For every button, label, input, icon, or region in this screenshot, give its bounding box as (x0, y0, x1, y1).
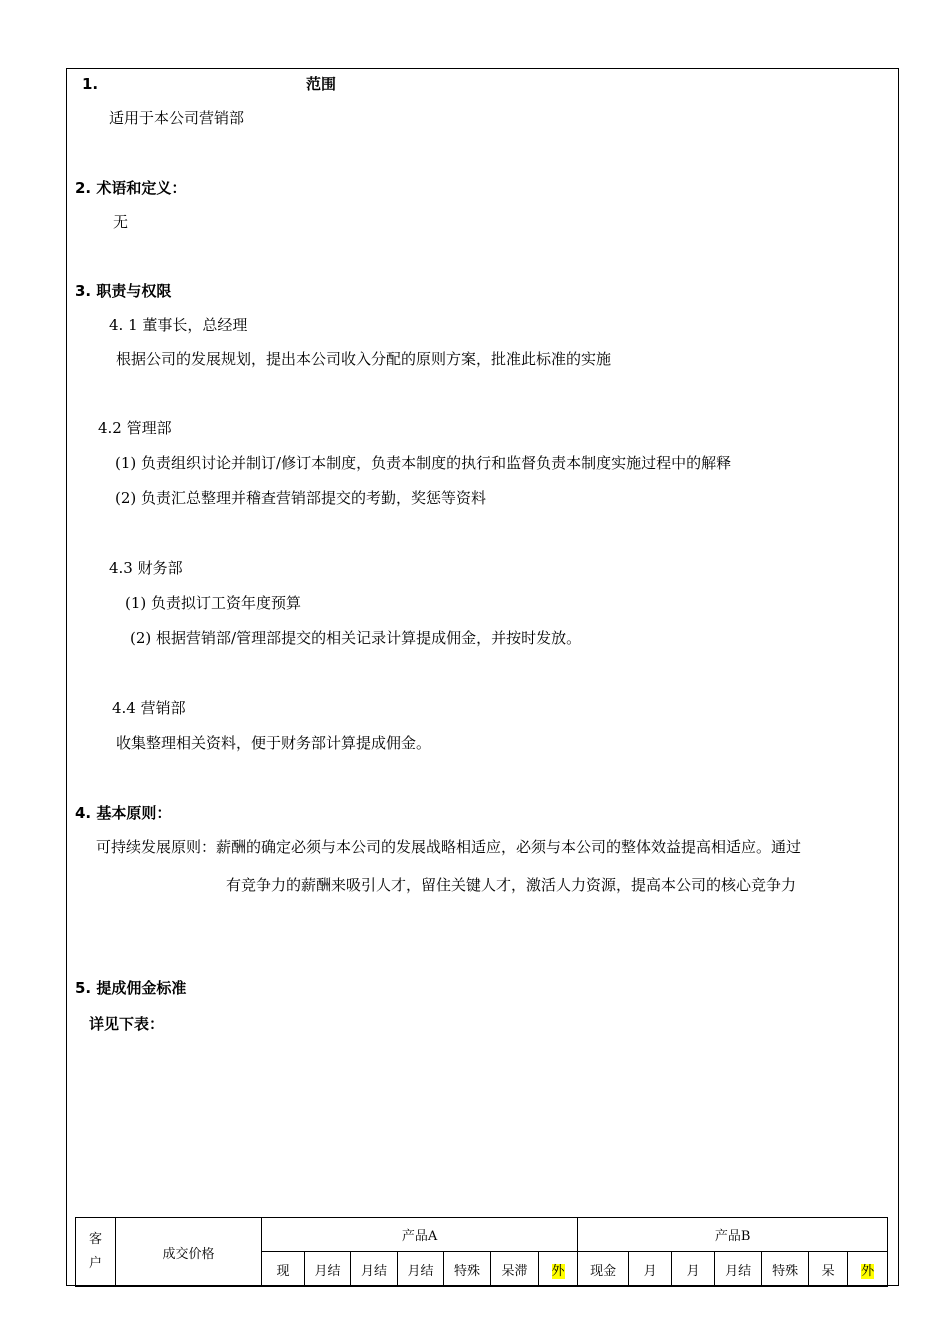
product-a-col-highlighted (539, 1252, 578, 1287)
role-4-1-body: 根据公司的发展规划，提出本公司收入分配的原则方案，批准此标准的实施 (116, 350, 612, 368)
section-3-title: 3. 职责与权限 (75, 282, 172, 300)
commission-table (75, 1217, 888, 1287)
product-b-col-highlighted (848, 1252, 888, 1287)
product-a-col: 呆滞 (491, 1252, 539, 1287)
product-b-col: 现金 (578, 1252, 629, 1287)
role-4-2-item-1: (1) 负责组织讨论并制订/修订本制度，负责本制度的执行和监督负责本制度实施过程中的解释 (115, 454, 732, 472)
section-2-body: 无 (113, 213, 129, 231)
role-4-3-item-1: (1) 负责拟订工资年度预算 (125, 594, 302, 612)
role-4-1-heading: 4. 1 董事长，总经理 (109, 316, 248, 334)
section-1-number: 1. (82, 75, 99, 93)
header-customer: 客 户 (76, 1218, 116, 1287)
section-5-body: 详见下表： (89, 1015, 165, 1033)
product-b-col: 月 (672, 1252, 715, 1287)
product-a-col: 月结 (398, 1252, 444, 1287)
product-b-col: 月结 (715, 1252, 762, 1287)
role-4-4-body: 收集整理相关资料，便于财务部计算提成佣金。 (116, 734, 432, 752)
principle-line-2: 有竞争力的薪酬来吸引人才，留住关键人才，激活人力资源，提高本公司的核心竞争力 (226, 876, 797, 894)
role-4-2-item-2: (2) 负责汇总整理并稽查营销部提交的考勤，奖惩等资料 (115, 489, 487, 507)
header-product-a: 产品A (262, 1218, 578, 1252)
header-deal-price: 成交价格 (116, 1218, 262, 1287)
product-a-col: 月结 (351, 1252, 398, 1287)
role-4-3-item-2: (2) 根据营销部/管理部提交的相关记录计算提成佣金，并按时发放。 (130, 629, 582, 647)
product-a-col: 特殊 (444, 1252, 491, 1287)
highlighted-text: 外 (551, 1263, 565, 1279)
product-b-col: 呆 (809, 1252, 848, 1287)
section-5-title: 5. 提成佣金标准 (75, 979, 187, 997)
section-4-title: 4. 基本原则： (75, 804, 172, 822)
header-product-b: 产品B (578, 1218, 888, 1252)
product-a-col: 月结 (305, 1252, 351, 1287)
role-4-2-heading: 4.2 管理部 (98, 419, 172, 437)
principle-line-1: 可持续发展原则：薪酬的确定必须与本公司的发展战略相适应，必须与本公司的整体效益提高相适应。通过 (96, 838, 802, 856)
product-a-col: 现 (262, 1252, 305, 1287)
section-1-title: 范围 (306, 75, 337, 93)
section-1-body: 适用于本公司营销部 (109, 109, 245, 127)
document-frame (66, 68, 899, 1286)
role-4-4-heading: 4.4 营销部 (112, 699, 186, 717)
highlighted-text: 外 (861, 1263, 875, 1279)
role-4-3-heading: 4.3 财务部 (109, 559, 183, 577)
product-b-col: 月 (629, 1252, 672, 1287)
section-2-title: 2. 术语和定义： (75, 179, 187, 197)
product-b-col: 特殊 (762, 1252, 809, 1287)
